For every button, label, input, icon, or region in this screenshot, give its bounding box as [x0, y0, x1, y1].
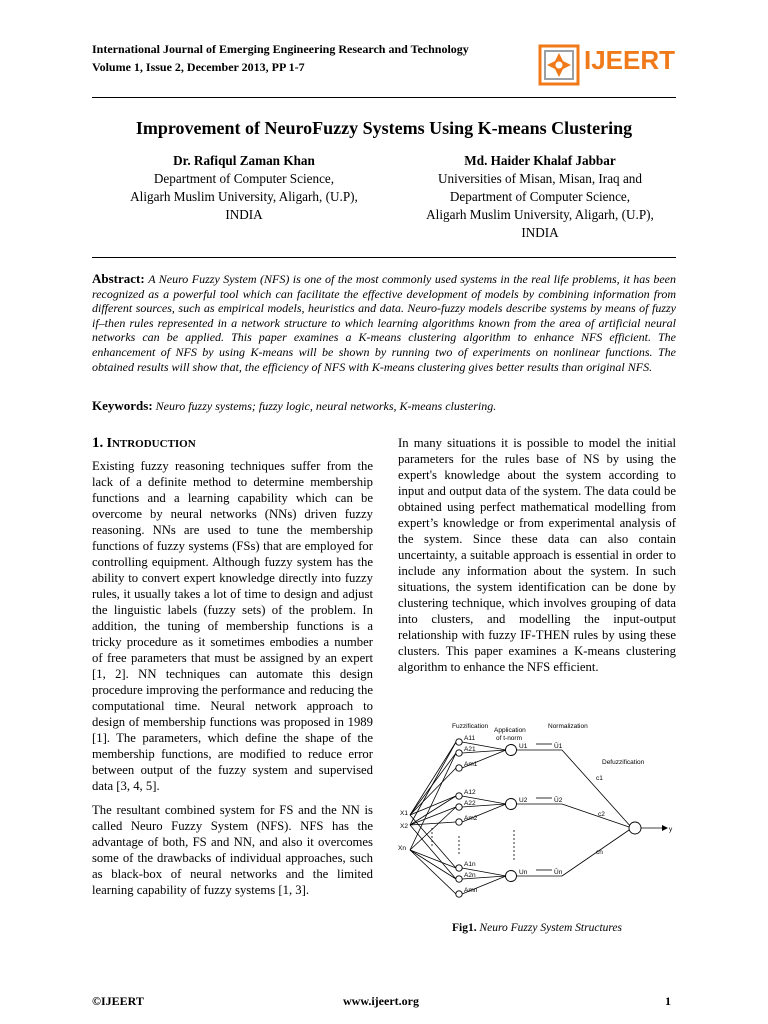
journal-name: International Journal of Emerging Engineering Research and Technology: [92, 42, 469, 56]
column-left: [92, 458, 373, 898]
input-label: Xn: [398, 845, 406, 852]
abstract: [92, 272, 676, 374]
rule-node: [506, 871, 517, 882]
mf-node: [456, 865, 462, 871]
footer-website: www.ijeert.org: [343, 994, 419, 1008]
author-1-affiliation: Aligarh Muslim University, Aligarh, (U.P),: [130, 189, 358, 204]
output-node: [629, 822, 641, 834]
section-number: 1.: [92, 435, 104, 451]
weight-label: c1: [596, 775, 603, 782]
paragraph: The resultant combined system for FS and the NN is called Neuro Fuzzy System (NFS). NFS has the advantage of both, FS and NN, and also it overcomes some of the drawbacks of individual approaches, such as black-box of neural networks and the limited learning capability of fuzzy systems [1, 3].: [92, 803, 373, 897]
abstract-text: A Neuro Fuzzy System (NFS) is one of the most commonly used systems in the real life problems, it has been recognized as a powerful tool which can facilitate the effective development of models by combining information from different sources, such as empirical models, heuristics and data. Neuro-fuzzy models describe systems by means of fuzzy if–then rules represented in a network structure to which learning algorithms known from the area of artificial neural networks can be applied. This paper examines a K-means clustering algorithm to enhance NFS efficient. The enhancement of NFS by using K-means will be shown by running two of experiments on nonlinear functions. The obtained results will show that, the efficiency of NFS with K-means clustering gives better results than original NFS.: [92, 272, 677, 374]
mf-node: [456, 876, 462, 882]
rule-label: U1: [519, 743, 528, 750]
page-number: 1: [665, 994, 671, 1008]
logo-emblem-icon: [538, 44, 580, 86]
section-rest: NTRODUCTION: [111, 438, 196, 450]
norm-label: Ūn: [554, 869, 563, 876]
author-2-affiliation: Department of Computer Science,: [449, 189, 631, 204]
norm-label: Ū2: [554, 797, 563, 804]
author-2: [390, 152, 690, 242]
mf-node: [456, 891, 462, 897]
label-output-y: y: [669, 826, 673, 833]
mf-node: [456, 793, 462, 799]
author-1-affiliation: Department of Computer Science,: [153, 171, 335, 186]
figure-caption: [398, 922, 676, 934]
mf-label: Am2: [464, 815, 478, 822]
rule-label: U2: [519, 797, 528, 804]
author-1: [94, 152, 394, 224]
output-arrow-icon: [662, 825, 668, 831]
label-application: of t-norm: [496, 735, 523, 742]
keywords: [92, 398, 676, 414]
mf-label: A2n: [464, 872, 476, 879]
nfs-diagram: [366, 720, 682, 916]
mf-node: [456, 819, 462, 825]
rule-node: [506, 799, 517, 810]
rule-label: Un: [519, 869, 528, 876]
mf-label: A1n: [464, 861, 476, 868]
mf-label: A22: [464, 800, 476, 807]
abstract-label: Abstract:: [92, 271, 145, 286]
label-fuzzification: Fuzzification: [452, 723, 489, 730]
input-label: X2: [400, 823, 408, 830]
abstract-rule: [92, 257, 676, 258]
journal-logo: [538, 42, 678, 88]
keywords-text: Neuro fuzzy systems; fuzzy logic, neural networks, K-means clustering.: [155, 399, 497, 413]
author-2-affiliation: INDIA: [521, 225, 559, 240]
mf-label: A12: [464, 789, 476, 796]
paragraph: In many situations it is possible to model the initial parameters for the rules base of NS by using the expert's knowledge about the system according to input and output data of the system. The data could be obtained using perfect mathematical modelling from expert’s knowledge or from experimental analysis of the system. Since these data can also contain uncertainty, a suitable approach is essential in order to include any information about the system. In such situations, the system identification can be done by clustering technique, which involves grouping of data into clusters, and modelling the input-output relationship with fuzzy IF-THEN rules by using these clusters. This paper examines a K-means clustering algorithm to enhance the NFS efficient.: [398, 436, 676, 674]
mf-label: Am1: [464, 761, 478, 768]
label-application: Application: [494, 727, 526, 734]
author-1-name: Dr. Rafiqul Zaman Khan: [173, 153, 315, 168]
mf-node: [456, 739, 462, 745]
footer-copyright: ©IJEERT: [92, 994, 144, 1008]
mf-label: Amn: [464, 887, 478, 894]
author-1-affiliation: INDIA: [225, 207, 263, 222]
author-2-affiliation: Aligarh Muslim University, Aligarh, (U.P),: [426, 207, 654, 222]
mf-node: [456, 765, 462, 771]
column-right: [398, 435, 676, 675]
label-defuzzification: Defuzzification: [602, 759, 645, 766]
input-label: X1: [400, 810, 408, 817]
author-2-name: Md. Haider Khalaf Jabbar: [464, 153, 616, 168]
logo-text: IJEERT: [584, 45, 676, 75]
mf-node: [456, 804, 462, 810]
paper-title: Improvement of NeuroFuzzy Systems Using K-means Clustering: [135, 118, 633, 138]
header-rule: [92, 97, 676, 98]
paragraph: Existing fuzzy reasoning techniques suffer from the lack of a definite method to determine membership functions and a learning capability which can be overcome by neural networks (NNs) driven fuzzy reasoning. NNs are used to tune the membership functions of fuzzy systems (FSs) that are employed for controlling equipment. Although fuzzy system has the ability to convert expert knowledge directly into fuzzy rules, it usually takes a lot of time to design and adjust the linguistic labels (fuzzy sets) of the problem. In addition, the tuning of membership functions is a tricky procedure as it sometimes embodies a number of free parameters that must be assigned by an expert [1, 2]. NN techniques can automate this design procedure improving the performance and reducing the computational time. Neural network approach to design of membership functions was proposed in 1989 [1]. The parameters, which define the shape of the membership functions, are modified to reduce error between output of the fuzzy system and supervised data [3, 4, 5].: [92, 459, 373, 793]
weight-label: c2: [598, 811, 605, 818]
rule-node: [506, 745, 517, 756]
section-first-letter: I: [106, 436, 112, 451]
weight-label: cn: [596, 849, 603, 856]
figure-caption-label: Fig1.: [451, 922, 477, 934]
author-2-affiliation: Universities of Misan, Misan, Iraq and: [437, 171, 642, 186]
section-heading-introduction: [92, 435, 196, 452]
journal-volume: Volume 1, Issue 2, December 2013, PP 1-7: [92, 60, 305, 74]
figure-caption-text: Neuro Fuzzy System Structures: [479, 922, 623, 934]
norm-label: Ū1: [554, 743, 563, 750]
mf-label: A11: [464, 735, 476, 742]
mf-node: [456, 750, 462, 756]
label-normalization: Normalization: [548, 723, 588, 730]
mf-label: A21: [464, 746, 476, 753]
keywords-label: Keywords:: [92, 398, 153, 413]
figure-nfs-structure: [366, 720, 682, 916]
